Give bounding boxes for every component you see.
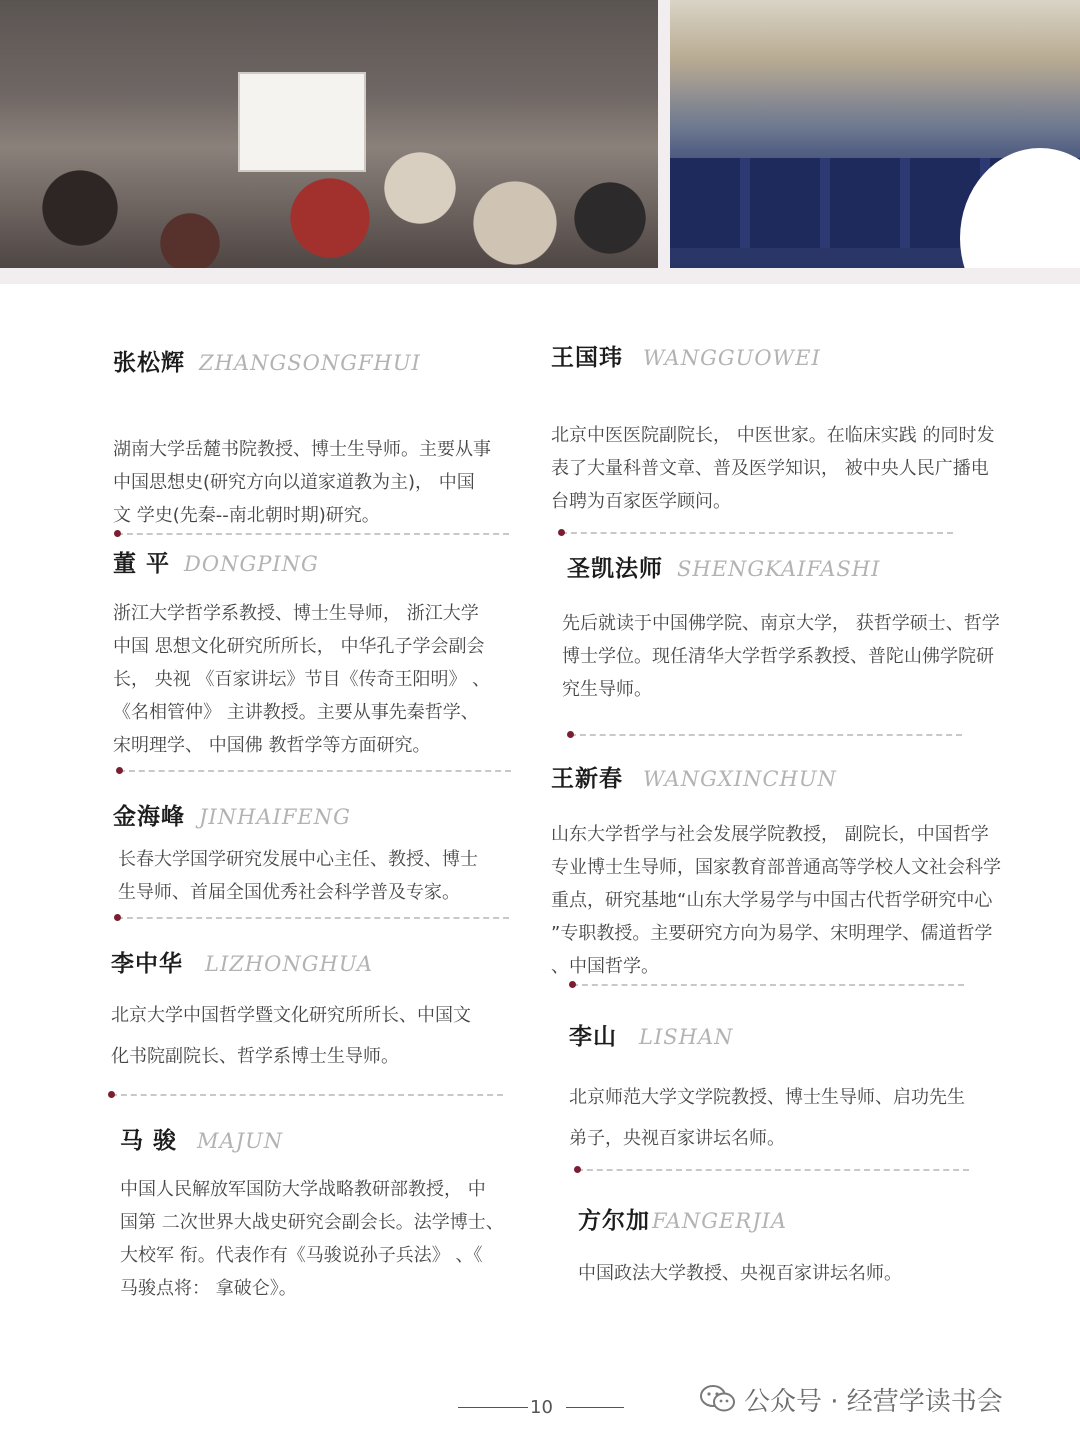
page-number: 10 <box>530 1397 553 1418</box>
profile-shengkaifashi <box>562 556 1047 706</box>
desc-line: 长， 央视 《百家讲坛》节目《传奇王阳明》 、 <box>113 669 491 690</box>
desc-line: 博士学位。现任清华大学哲学系教授、普陀山佛学院研 <box>562 646 994 667</box>
profile-jinhaifeng <box>113 806 523 909</box>
desc-line: 湖南大学岳麓书院教授、博士生导师。主要从事 <box>113 439 491 460</box>
chinese-name: 方尔加 <box>578 1208 650 1234</box>
pinyin-name: WANGXINCHUN <box>643 767 837 791</box>
desc-line: 化书院副院长、哲学系博士生导师。 <box>111 1046 399 1067</box>
desc-line: 山东大学哲学与社会发展学院教授， 副院长，中国哲学 <box>551 824 989 845</box>
profile-lizhonghua <box>111 953 521 1077</box>
pinyin-name: SHENGKAIFASHI <box>677 557 881 581</box>
desc-line: 表了大量科普文章、普及医学知识， 被中央人民广播电 <box>551 458 989 479</box>
pinyin-name: LIZHONGHUA <box>205 952 374 976</box>
desc-line: 北京师范大学文学院教授、博士生导师、启功先生 <box>569 1087 965 1108</box>
desc-line: 弟子，央视百家讲坛名师。 <box>569 1128 785 1149</box>
desc-line: 台聘为百家医学顾问。 <box>551 491 731 512</box>
pinyin-name: MAJUN <box>197 1129 284 1153</box>
desc-line: ”专职教授。主要研究方向为易学、宋明理学、儒道哲学 <box>551 923 993 944</box>
pinyin-name: ZHANGSONGFHUI <box>199 351 421 375</box>
profile-description <box>562 607 1047 706</box>
page-number-rule-right <box>566 1407 624 1408</box>
profile-name <box>551 768 1051 791</box>
profile-name <box>567 558 1047 581</box>
profile-lishan <box>569 1026 1049 1159</box>
desc-line: 《名相管仲》 主讲教授。主要从事先秦哲学、 <box>113 702 479 723</box>
pinyin-name: WANGGUOWEI <box>643 346 821 370</box>
profile-wangguowei <box>551 347 1051 518</box>
dashed-separator <box>577 1169 969 1171</box>
profile-wangxinchun <box>551 768 1051 983</box>
chinese-name: 董 平 <box>113 551 171 577</box>
desc-line: 文 学史(先秦--南北朝时期)研究。 <box>113 505 380 526</box>
profile-dongping <box>113 553 523 762</box>
profile-description <box>111 995 521 1077</box>
chinese-name: 王新春 <box>551 766 623 792</box>
desc-line: 专业博士生导师，国家教育部普通高等学校人文社会科学 <box>551 857 1001 878</box>
pinyin-name: DONGPING <box>184 552 319 576</box>
desc-line: 中国政法大学教授、央视百家讲坛名师。 <box>578 1263 902 1284</box>
profile-description <box>120 1173 530 1305</box>
dashed-separator <box>117 917 509 919</box>
wechat-icon <box>700 1384 736 1414</box>
desc-line: 北京中医医院副院长， 中医世家。在临床实践 的同时发 <box>551 425 995 446</box>
chinese-name: 张松辉 <box>113 350 185 376</box>
pinyin-name: LISHAN <box>639 1025 734 1049</box>
chinese-name: 李山 <box>569 1024 617 1050</box>
profile-description <box>551 419 1051 518</box>
dashed-separator <box>111 1094 503 1096</box>
audience <box>0 148 658 268</box>
pinyin-name: FANGERJIA <box>652 1209 788 1233</box>
chinese-name: 圣凯法师 <box>567 556 663 582</box>
profile-name <box>569 1026 1049 1049</box>
desc-line: 马骏点将： 拿破仑》。 <box>120 1278 297 1299</box>
desc-line: 北京大学中国哲学暨文化研究所所长、中国文 <box>111 1005 471 1026</box>
conference-photo <box>670 0 1080 268</box>
chinese-name: 金海峰 <box>113 804 185 830</box>
desc-line: 究生导师。 <box>562 679 652 700</box>
desc-line: 、中国哲学。 <box>551 956 659 977</box>
desc-line: 大校军 衔。代表作有《马骏说孙子兵法》 、《 <box>120 1245 483 1266</box>
profile-description <box>113 843 523 909</box>
pinyin-name: JINHAIFENG <box>199 805 351 829</box>
profile-name <box>113 553 523 576</box>
photo-strip <box>0 0 1080 284</box>
profile-majun <box>120 1130 530 1305</box>
desc-line: 先后就读于中国佛学院、南京大学， 获哲学硕士、哲学 <box>562 613 1000 634</box>
profile-description <box>578 1257 1048 1290</box>
profile-description <box>551 818 1051 983</box>
profile-fangerjia <box>578 1210 1048 1290</box>
desc-line: 中国人民解放军国防大学战略教研部教授， 中 <box>120 1179 486 1200</box>
chinese-name: 马 骏 <box>120 1128 178 1154</box>
desc-line: 国第 二次世界大战史研究会副会长。法学博士、 <box>120 1212 504 1233</box>
dashed-separator <box>572 984 964 986</box>
profile-description <box>113 597 523 762</box>
profile-name <box>113 806 523 829</box>
profile-zhangsonghui <box>113 352 523 532</box>
desc-line: 中国 思想文化研究所所长， 中华孔子学会副会 <box>113 636 485 657</box>
profile-name <box>113 352 523 375</box>
watermark-text: 公众号 · 经营学读书会 <box>744 1386 1003 1417</box>
profile-description <box>569 1077 1049 1159</box>
desc-line: 长春大学国学研究发展中心主任、教授、博士 <box>118 849 478 870</box>
desc-line: 中国思想史(研究方向以道家道教为主)， 中国 <box>113 472 475 493</box>
desc-line: 重点，研究基地“山东大学易学与中国古代哲学研究中心 <box>551 890 993 911</box>
profile-name <box>120 1130 530 1153</box>
profile-name <box>551 347 1051 370</box>
page-number-rule-left <box>458 1407 528 1408</box>
chinese-name: 王国玮 <box>551 345 623 371</box>
desc-line: 宋明理学、 中国佛 教哲学等方面研究。 <box>113 735 431 756</box>
profile-name <box>111 953 521 976</box>
dashed-separator <box>119 770 511 772</box>
dashed-separator <box>561 532 953 534</box>
profile-description <box>113 433 523 532</box>
profile-name <box>578 1210 1048 1233</box>
desc-line: 生导师、首届全国优秀社会科学普及专家。 <box>118 882 460 903</box>
desc-line: 浙江大学哲学系教授、博士生导师， 浙江大学 <box>113 603 479 624</box>
watermark <box>700 1380 1003 1418</box>
dashed-separator <box>117 533 509 535</box>
chinese-name: 李中华 <box>111 951 183 977</box>
dashed-separator <box>570 734 962 736</box>
lecture-photo <box>0 0 658 268</box>
